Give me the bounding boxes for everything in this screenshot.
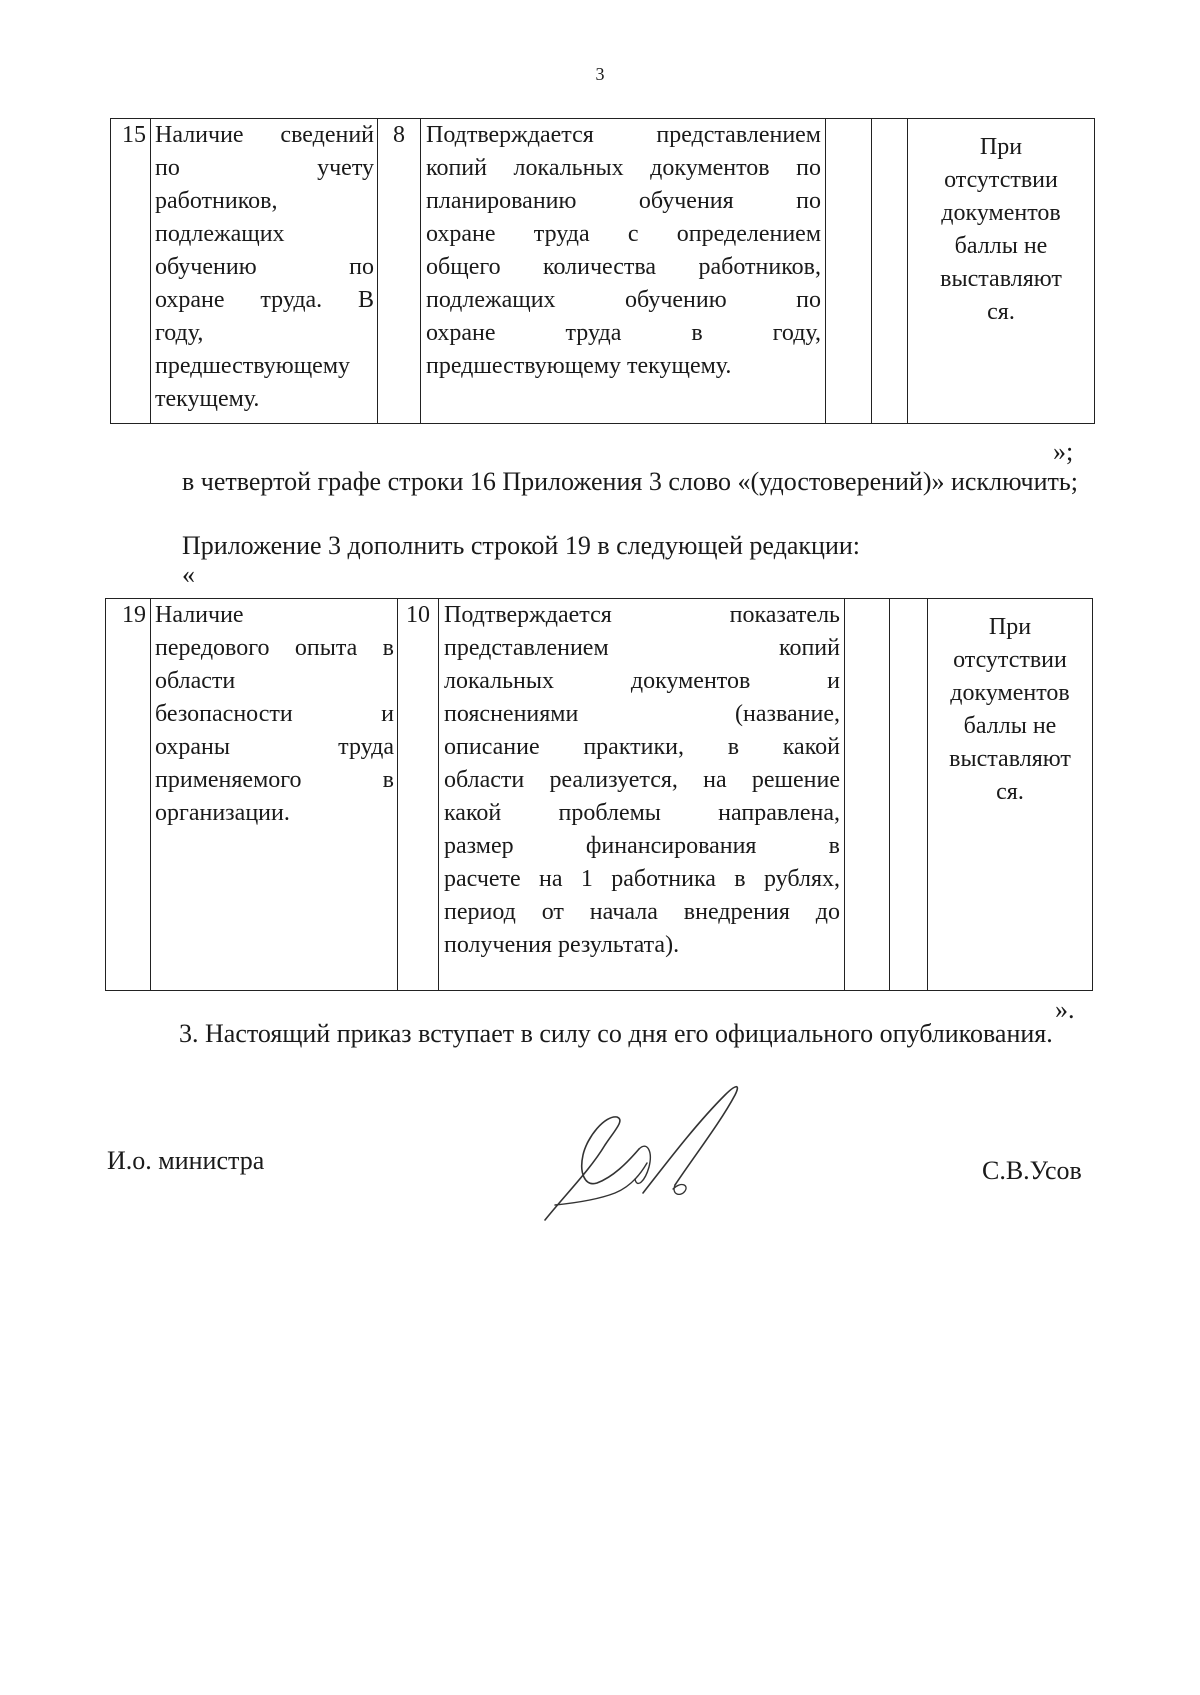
empty-cell [826, 119, 872, 424]
description-line: расчете на 1 работника в рублях, [444, 866, 840, 892]
criterion-name [151, 119, 378, 424]
criterion-name-line: текущему. [155, 386, 260, 412]
description-line: планированию обучения по [426, 188, 821, 214]
description-line: области реализуется, на решение [444, 767, 840, 793]
criterion-name-line: подлежащих [155, 221, 285, 247]
amendment-paragraph-1: в четвертой графе строки 16 Приложения 3 слово «(удостоверений)» исключить; [182, 467, 1078, 496]
confirmation-description [439, 599, 845, 991]
description-line: какой проблемы направлена, [444, 800, 840, 826]
note-line: документов [950, 680, 1070, 706]
description-line: охране труда с определением [426, 221, 821, 247]
row-number: 19 [106, 599, 151, 991]
criteria-table-row-15 [110, 118, 1095, 424]
description-line: получения результата). [444, 932, 680, 958]
criterion-name-line: работников, [155, 188, 278, 214]
note-cell [908, 119, 1095, 424]
note-line: баллы не [954, 233, 1048, 259]
description-line: подлежащих обучению по [426, 287, 821, 313]
points-value: 10 [398, 599, 439, 991]
description-line: копий локальных документов по [426, 155, 821, 181]
criterion-name-line: области [155, 668, 236, 694]
effective-date-paragraph: 3. Настоящий приказ вступает в силу со дня его официального опубликования. [179, 1019, 1053, 1048]
empty-cell [845, 599, 890, 991]
note-line: ся. [987, 299, 1015, 325]
criterion-name-line: охране труда. В [155, 287, 374, 313]
opening-quote: « [182, 560, 195, 589]
row-number: 15 [111, 119, 151, 424]
note-line: документов [941, 200, 1061, 226]
description-line: представлением копий [444, 635, 840, 661]
criterion-name-line: применяемого в [155, 767, 394, 793]
points-value: 8 [378, 119, 421, 424]
signer-name: С.В.Усов [982, 1156, 1082, 1185]
empty-cell [872, 119, 908, 424]
criterion-name-line: безопасности и [155, 701, 394, 727]
criterion-name [151, 599, 398, 991]
handwritten-signature [535, 1075, 775, 1235]
description-line: предшествующему текущему. [426, 353, 732, 379]
note-line: При [988, 614, 1032, 640]
signer-title: И.о. министра [107, 1146, 265, 1175]
criterion-name-line: предшествующему [155, 353, 351, 379]
description-line: размер финансирования в [444, 833, 840, 859]
note-line: выставляют [949, 746, 1071, 772]
empty-cell [890, 599, 928, 991]
note-line: выставляют [940, 266, 1062, 292]
amendment-paragraph-2: Приложение 3 дополнить строкой 19 в следующей редакции: [182, 531, 860, 560]
note-line: баллы не [963, 713, 1057, 739]
closing-quote: ». [1055, 995, 1075, 1024]
note-line: отсутствии [944, 167, 1058, 193]
criterion-name-line: охраны труда [155, 734, 394, 760]
description-line: описание практики, в какой [444, 734, 840, 760]
note-cell [928, 599, 1093, 991]
criterion-name-line: году, [155, 320, 204, 346]
criteria-table-row-19 [105, 598, 1093, 991]
criterion-name-line: организации. [155, 800, 290, 826]
criterion-name-line: Наличие сведений [155, 122, 374, 148]
closing-quote: »; [1053, 437, 1074, 466]
confirmation-description [421, 119, 826, 424]
page-number: 3 [595, 64, 605, 84]
criterion-name-line: обучению по [155, 254, 374, 280]
note-line: При [979, 134, 1023, 160]
note-line: ся. [996, 779, 1024, 805]
description-line: локальных документов и [444, 668, 840, 694]
description-line: Подтверждается представлением [426, 122, 821, 148]
criterion-name-line: по учету [155, 155, 374, 181]
description-line: общего количества работников, [426, 254, 821, 280]
criterion-name-line: Наличие [155, 602, 244, 628]
criterion-name-line: передового опыта в [155, 635, 394, 661]
note-line: отсутствии [953, 647, 1067, 673]
description-line: период от начала внедрения до [444, 899, 840, 925]
description-line: охране труда в году, [426, 320, 821, 346]
description-line: пояснениями (название, [444, 701, 840, 727]
description-line: Подтверждается показатель [444, 602, 840, 628]
